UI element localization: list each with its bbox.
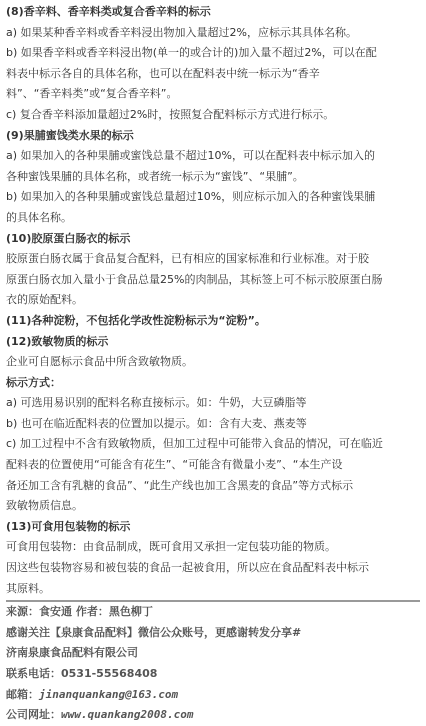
section-8-item-b-line1: b) 如果香辛料或香辛料浸出物(单一的或合计的)加入量不超过2%，可以在配: [6, 46, 377, 60]
section-12-item-b: b) 也可在临近配料表的位置加以提示。如：含有大麦、燕麦等: [6, 416, 307, 430]
website-label: 公司网址：: [6, 708, 61, 722]
section-8-item-a: a) 如果某种香辛料或香辛料浸出物加入量超过2%，应标示其具体名称。: [6, 25, 357, 39]
contact-phone: 联系电话：0531-55568408: [6, 667, 158, 680]
contact-email: [6, 685, 420, 706]
section-13-paragraph-line2: 其原料。: [6, 581, 50, 595]
section-12-subheading: 标示方式：: [6, 375, 61, 389]
section-12-title: (12)致敏物质的标示: [6, 334, 109, 348]
section-8-item-b-line2: 料表中标示各自的具体名称，也可以在配料表中统一标示为“香辛: [6, 66, 320, 80]
email-label: 邮箱：: [6, 687, 39, 701]
section-8-item-b-line3: 料”、“香辛料类”或“复合香辛料”。: [6, 87, 178, 101]
section-11-title: (11)各种淀粉，不包括化学改性淀粉标示为“淀粉”。: [6, 313, 266, 327]
thanks-note: 感谢关注【泉康食品配料】微信公众账号，更感谢转发分享#: [6, 625, 302, 639]
section-9-item-a-line2: 各种蜜饯果脯的具体名称，或者统一标示为“蜜饯”、“果脯”。: [6, 169, 304, 183]
website-url: www.quankang2008.com: [61, 708, 194, 722]
section-13-title: (13)可食用包装物的标示: [6, 519, 131, 533]
section-9-title: (9)果脯蜜饯类水果的标示: [6, 128, 134, 142]
section-10-paragraph-line1: 胶原蛋白肠衣属于食品复合配料，已有相应的国家标准和行业标准。对于胶: [6, 252, 369, 266]
section-9-item-a-line1: a) 如果加入的各种果脯或蜜饯总量不超过10%，可以在配料表中标示加入的: [6, 149, 375, 163]
section-12-item-c-line3: 备还加工含有乳糖的食品”、“此生产线也加工含黑麦的食品”等方式标示: [6, 478, 354, 492]
section-12-intro: 企业可自愿标示食品中所含致敏物质。: [6, 355, 193, 369]
section-10-paragraph-line3: 衣的原始配料。: [6, 293, 83, 307]
company-name: 济南泉康食品配料有限公司: [6, 646, 138, 660]
section-12-item-c-line4: 致敏物质信息。: [6, 499, 83, 513]
section-9-item-b-line2: 的具体名称。: [6, 210, 72, 224]
footer: [6, 602, 420, 726]
section-10-paragraph-line2: 原蛋白肠衣加入量小于食品总量25%的肉制品，其标签上可不标示胶原蛋白肠: [6, 272, 383, 286]
section-13-definition: 可食用包装物：由食品制成，既可食用又承担一定包装功能的物质。: [6, 540, 336, 554]
section-13-paragraph-line1: 因这些包装物容易和被包装的食品一起被食用，所以应在食品配料表中标示: [6, 561, 369, 575]
email-address: jinanquankang@163.com: [39, 687, 179, 701]
section-12-item-c-line1: c) 加工过程中不含有致敏物质，但加工过程中可能带入食品的情况，可在临近: [6, 437, 383, 451]
section-9-item-b-line1: b) 如果加入的各种果脯或蜜饯总量超过10%，则应标示加入的各种蜜饯果脯: [6, 190, 376, 204]
source-author: 来源：食安通 作者：黑色柳丁: [6, 605, 153, 619]
section-12-item-a: a) 可选用易识别的配料名称直接标示。如：牛奶，大豆磷脂等: [6, 396, 307, 410]
section-8-item-c: c) 复合香辛料添加量超过2%时，按照复合配料标示方式进行标示。: [6, 107, 335, 121]
company-website: [6, 705, 420, 726]
section-10-title: (10)胶原蛋白肠衣的标示: [6, 231, 131, 245]
section-8-title: (8)香辛料、香辛料类或复合香辛料的标示: [6, 5, 211, 18]
section-12-item-c-line2: 配料表的位置使用“可能含有花生”、“可能含有微量小麦”、“本生产设: [6, 458, 343, 472]
